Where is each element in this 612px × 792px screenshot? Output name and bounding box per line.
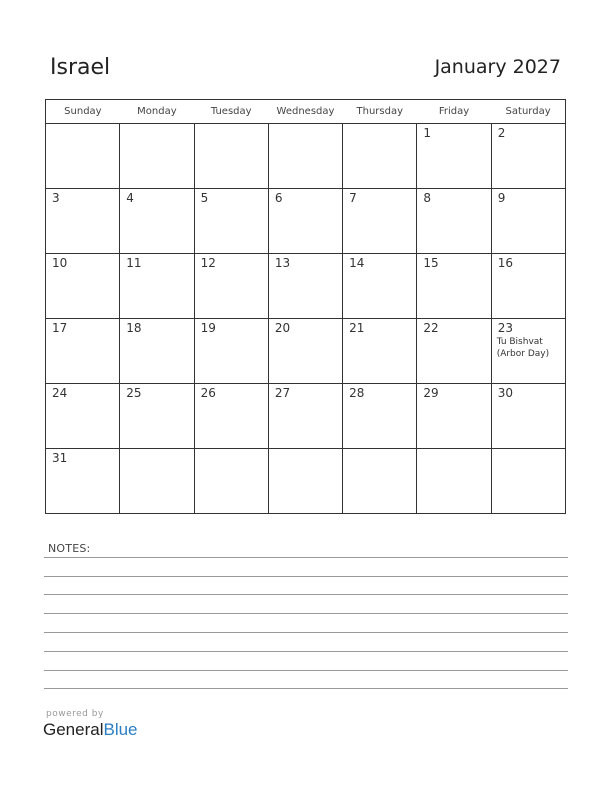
- note-line: [44, 594, 568, 595]
- day-cell: [417, 449, 491, 514]
- day-cell: [46, 254, 120, 319]
- day-cell: [194, 189, 268, 254]
- week-row: [46, 384, 566, 449]
- day-number: 20: [274, 321, 291, 335]
- day-number: 31: [52, 451, 68, 465]
- day-cell: [268, 449, 342, 514]
- day-number: 11: [126, 256, 142, 270]
- day-number: 16: [497, 256, 513, 270]
- day-number: 12: [200, 256, 216, 270]
- day-number: 27: [274, 386, 291, 400]
- day-cell: [491, 319, 565, 384]
- week-row: [46, 319, 566, 384]
- day-cell: [194, 449, 268, 514]
- day-cell: [491, 189, 565, 254]
- day-number: 3: [52, 191, 60, 205]
- day-number: 18: [126, 321, 142, 335]
- powered-by-text: powered by: [46, 709, 104, 719]
- day-cell: [417, 124, 491, 189]
- note-line: [44, 557, 568, 558]
- day-number: 25: [126, 386, 142, 400]
- day-cell: [268, 254, 342, 319]
- holiday-subtitle: (Arbor Day): [496, 349, 550, 359]
- day-cell: [417, 189, 491, 254]
- country-title: Israel: [50, 55, 111, 80]
- brand-general: General: [43, 720, 104, 739]
- day-cell: [268, 319, 342, 384]
- day-cell: [46, 124, 120, 189]
- day-number: 10: [52, 256, 68, 270]
- day-number: 24: [52, 386, 68, 400]
- note-line: [44, 613, 568, 614]
- day-cell: [268, 384, 342, 449]
- day-number: 1: [423, 126, 432, 140]
- day-number: 28: [349, 386, 365, 400]
- day-cell: [194, 254, 268, 319]
- day-cell: [120, 384, 194, 449]
- day-number: 30: [497, 386, 513, 400]
- day-cell: [491, 449, 565, 514]
- week-row: [46, 189, 566, 254]
- holiday-name: Tu Bishvat: [496, 337, 543, 347]
- day-number: 9: [497, 191, 506, 205]
- day-cell: [120, 254, 194, 319]
- day-cell: [120, 319, 194, 384]
- day-number: 21: [349, 321, 365, 335]
- calendar-grid: [45, 99, 566, 514]
- weekday-saturday: Saturday: [491, 100, 565, 124]
- day-cell: [491, 384, 565, 449]
- day-cell: [46, 189, 120, 254]
- note-line: [44, 670, 568, 671]
- day-number: 26: [200, 386, 216, 400]
- brand-blue: Blue: [103, 720, 138, 739]
- week-row: [46, 449, 566, 514]
- day-cell: [120, 124, 194, 189]
- day-cell: [194, 319, 268, 384]
- day-cell: [343, 254, 417, 319]
- generalblue-logo[interactable]: [43, 720, 138, 740]
- week-row: [46, 254, 566, 319]
- day-cell: [268, 189, 342, 254]
- day-number: 8: [423, 191, 432, 205]
- day-number: 29: [423, 386, 439, 400]
- day-cell: [417, 384, 491, 449]
- week-row: [46, 124, 566, 189]
- note-line: [44, 576, 568, 577]
- note-line: [44, 632, 568, 633]
- notes-label: NOTES:: [48, 542, 91, 555]
- day-cell: [194, 384, 268, 449]
- day-number: 4: [126, 191, 134, 205]
- day-number: 14: [349, 256, 365, 270]
- day-number: 2: [497, 126, 506, 140]
- day-cell: [491, 254, 565, 319]
- day-cell: [343, 319, 417, 384]
- day-cell: [343, 189, 417, 254]
- weekday-friday: Friday: [417, 100, 491, 124]
- holiday-label: [497, 336, 549, 360]
- day-number: 7: [349, 191, 357, 205]
- day-cell: [417, 254, 491, 319]
- day-cell: [46, 449, 120, 514]
- day-number: 5: [200, 191, 209, 205]
- day-cell: [46, 319, 120, 384]
- weekday-thursday: Thursday: [343, 100, 417, 124]
- day-cell: [120, 449, 194, 514]
- day-cell: [120, 189, 194, 254]
- day-number: 23: [497, 321, 513, 335]
- day-number: 19: [200, 321, 216, 335]
- day-number: 6: [274, 191, 283, 205]
- weekday-monday: Monday: [120, 100, 194, 124]
- day-number: 13: [274, 256, 291, 270]
- weekday-header-row: [46, 100, 566, 124]
- day-cell: [268, 124, 342, 189]
- weekday-tuesday: Tuesday: [194, 100, 268, 124]
- day-cell: [491, 124, 565, 189]
- weekday-wednesday: Wednesday: [268, 100, 342, 124]
- day-cell: [343, 124, 417, 189]
- day-number: 15: [423, 256, 439, 270]
- day-cell: [417, 319, 491, 384]
- day-number: 22: [423, 321, 439, 335]
- month-year-title: January 2027: [434, 56, 561, 78]
- day-cell: [194, 124, 268, 189]
- note-line: [44, 651, 568, 652]
- day-cell: [343, 449, 417, 514]
- note-line: [44, 688, 568, 689]
- weekday-sunday: Sunday: [46, 100, 120, 124]
- day-cell: [46, 384, 120, 449]
- day-cell: [343, 384, 417, 449]
- day-number: 17: [52, 321, 68, 335]
